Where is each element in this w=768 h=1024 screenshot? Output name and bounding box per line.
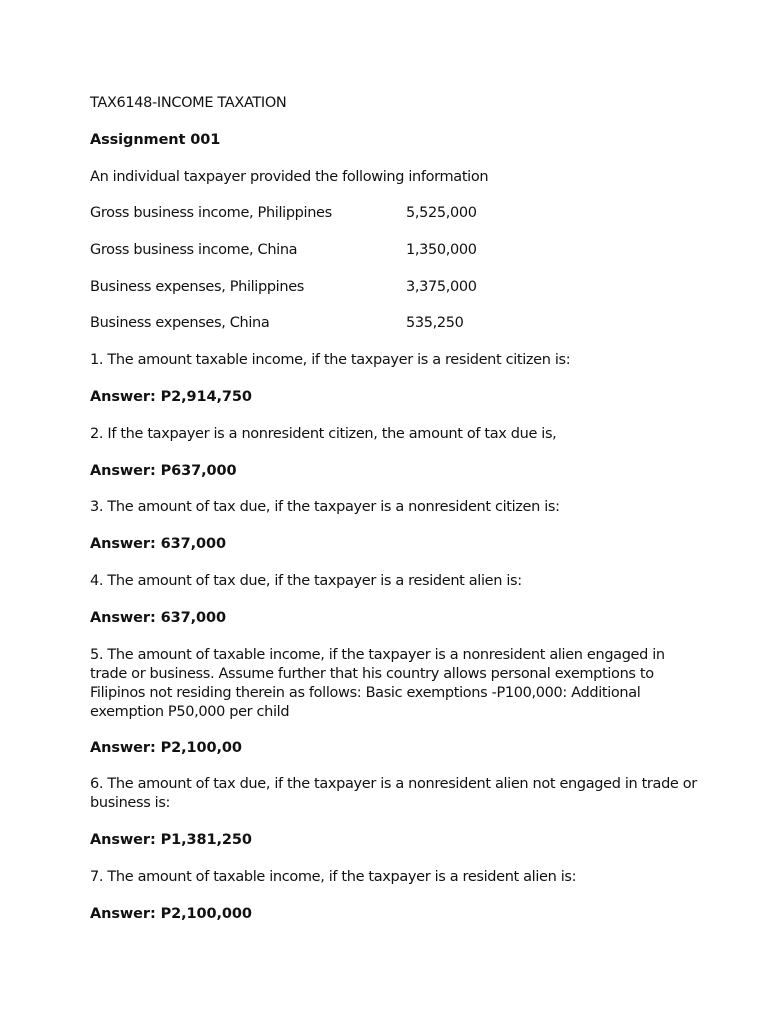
answer-text: Answer: P2,914,750	[90, 389, 252, 405]
question-text: 2. If the taxpayer is a nonresident citizen, the amount of tax due is,	[90, 426, 557, 442]
question-text-line: exemption P50,000 per child	[90, 704, 290, 720]
course-title: TAX6148-INCOME TAXATION	[90, 95, 287, 111]
question-text: 7. The amount of taxable income, if the taxpayer is a resident alien is:	[90, 869, 577, 885]
info-value: 1,350,000	[406, 242, 477, 258]
info-value: 5,525,000	[406, 205, 477, 221]
info-label: Business expenses, Philippines	[90, 279, 304, 295]
answer-text: Answer: P2,100,00	[90, 740, 242, 756]
question-text-line: 6. The amount of tax due, if the taxpayer is a nonresident alien not engaged in trade or	[90, 776, 697, 792]
question-text-line: trade or business. Assume further that his country allows personal exemptions to	[90, 666, 654, 682]
info-value: 3,375,000	[406, 279, 477, 295]
info-row	[90, 278, 510, 298]
info-row	[90, 314, 510, 334]
answer-text: Answer: 637,000	[90, 536, 226, 552]
question-text: 3. The amount of tax due, if the taxpayer is a nonresident citizen is:	[90, 499, 560, 515]
info-label: Gross business income, Philippines	[90, 205, 332, 221]
info-label: Business expenses, China	[90, 315, 270, 331]
question-text-line: business is:	[90, 795, 171, 811]
intro-text: An individual taxpayer provided the following information	[90, 169, 489, 185]
info-label: Gross business income, China	[90, 242, 298, 258]
info-value: 535,250	[406, 315, 464, 331]
question-text: 1. The amount taxable income, if the taxpayer is a resident citizen is:	[90, 352, 571, 368]
question-text-line: 5. The amount of taxable income, if the taxpayer is a nonresident alien engaged in	[90, 647, 665, 663]
answer-text: Answer: P2,100,000	[90, 906, 252, 922]
info-row	[90, 204, 510, 224]
answer-text: Answer: P637,000	[90, 463, 237, 479]
answer-text: Answer: 637,000	[90, 610, 226, 626]
assignment-title: Assignment 001	[90, 132, 221, 148]
question-text-line: Filipinos not residing therein as follows: Basic exemptions -P100,000: Additional	[90, 685, 641, 701]
answer-text: Answer: P1,381,250	[90, 832, 252, 848]
info-row	[90, 241, 510, 261]
question-text: 4. The amount of tax due, if the taxpayer is a resident alien is:	[90, 573, 522, 589]
